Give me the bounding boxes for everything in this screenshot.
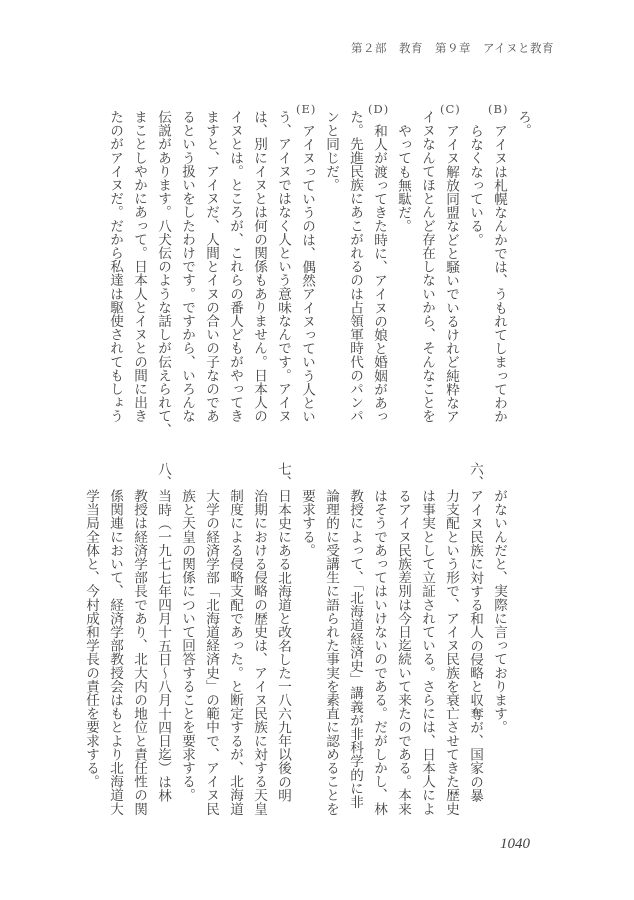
text-column: まことしやかにあって。日本人とイヌとの間に出き [131, 110, 147, 423]
text-column: イヌなんてほとんど存在しないから、そんなことを [419, 110, 435, 423]
running-header: 第２部 教育 第９章 アイヌと教育 [351, 41, 554, 55]
text-column: 制度による侵略支配であった。と断定するが、北海道 [227, 489, 243, 816]
item-label: (B) [488, 102, 509, 116]
page-number: 1040 [500, 836, 530, 852]
text-column: ンと同じだ。 [323, 110, 339, 192]
text-column: はそうであってはいけないのである。だがしかし、林 [371, 489, 387, 816]
text-column: 六、アイヌ民族に対する和人の侵略と収奪が、国家の暴 [467, 462, 483, 802]
text-column: やっても無駄だ。 [395, 124, 411, 233]
text-column: 教授は経済学部長であり、北大内の地位と責任性の関 [131, 489, 147, 816]
text-column: は事実として立証されている。さらには、日本人によ [419, 489, 435, 816]
text-column: イヌとは。ところが、これらの番人どもがやってき [227, 110, 243, 423]
text-column: たのがアイヌだ。だから私達は駆使されてもしょう [107, 110, 123, 423]
text-column: は、別にイヌとは何の関係もありません。日本人の [251, 110, 267, 423]
text-column: アイヌっていうのは、偶然アイヌっていう人とい [299, 124, 315, 424]
text-column: 治期における侵略の歴史は、アイヌ民族に対する天皇 [251, 489, 267, 816]
text-column: 学当局全体と、今村成和学長の責任を要求する。 [83, 489, 99, 789]
text-column: 要求する。 [299, 489, 315, 557]
text-column: 論理的に受講生に語られた事実を素直に認めることを [323, 489, 339, 816]
text-column: う、アイヌではなく人という意味なんです。アイヌ [275, 110, 291, 423]
text-column: るという扱いをしたわけです。ですから、いろんな [179, 110, 195, 423]
text-column: 係関連において、経済学部教授会はもとより北海道大 [107, 489, 123, 816]
text-column: らなくなっている。 [467, 124, 483, 247]
text-column: 和人が渡ってきた時に、アイヌの娘と婚姻があっ [371, 124, 387, 424]
item-label: (E) [296, 102, 317, 116]
text-column: 七、日本史にある北海道と改名した一八六九年以後の明 [275, 462, 291, 802]
item-label: (D) [368, 102, 390, 116]
text-column: アイヌは札幌なんかでは、うもれてしまってわか [491, 124, 507, 424]
text-column: 力支配という形で、アイヌ民族を衰亡させてきた歴史 [443, 489, 459, 816]
text-column: 教授によって、「北海道経済史」講義が非科学的に非 [347, 489, 363, 809]
text-column: 伝説があります。八犬伝のような話しが伝えられて、 [155, 110, 171, 437]
text-column: ますと、アイヌだ、人間とイヌの合いの子なのであ [203, 110, 219, 423]
text-column: がないんだと、実際に言っております。 [491, 489, 507, 734]
text-column: るアイヌ民族差別は今日迄続いて来たのである。本来 [395, 489, 411, 816]
text-column: アイヌ解放同盟などと騒いでいるけれど純粋なア [443, 124, 459, 424]
text-column: 族と天皇の関係について回答することを要求する。 [179, 489, 195, 802]
text-column: 八、当時（一九七七年四月十五日～八月十四日迄）は林 [155, 462, 171, 802]
text-column: ろ。 [515, 110, 531, 138]
text-column: 大学の経済学部「北海道経済史」の範中で、アイヌ民 [203, 489, 219, 816]
item-label: (C) [440, 102, 461, 116]
text-column: た。先進民族にあこがれるのは占領軍時代のパンパ [347, 110, 363, 423]
